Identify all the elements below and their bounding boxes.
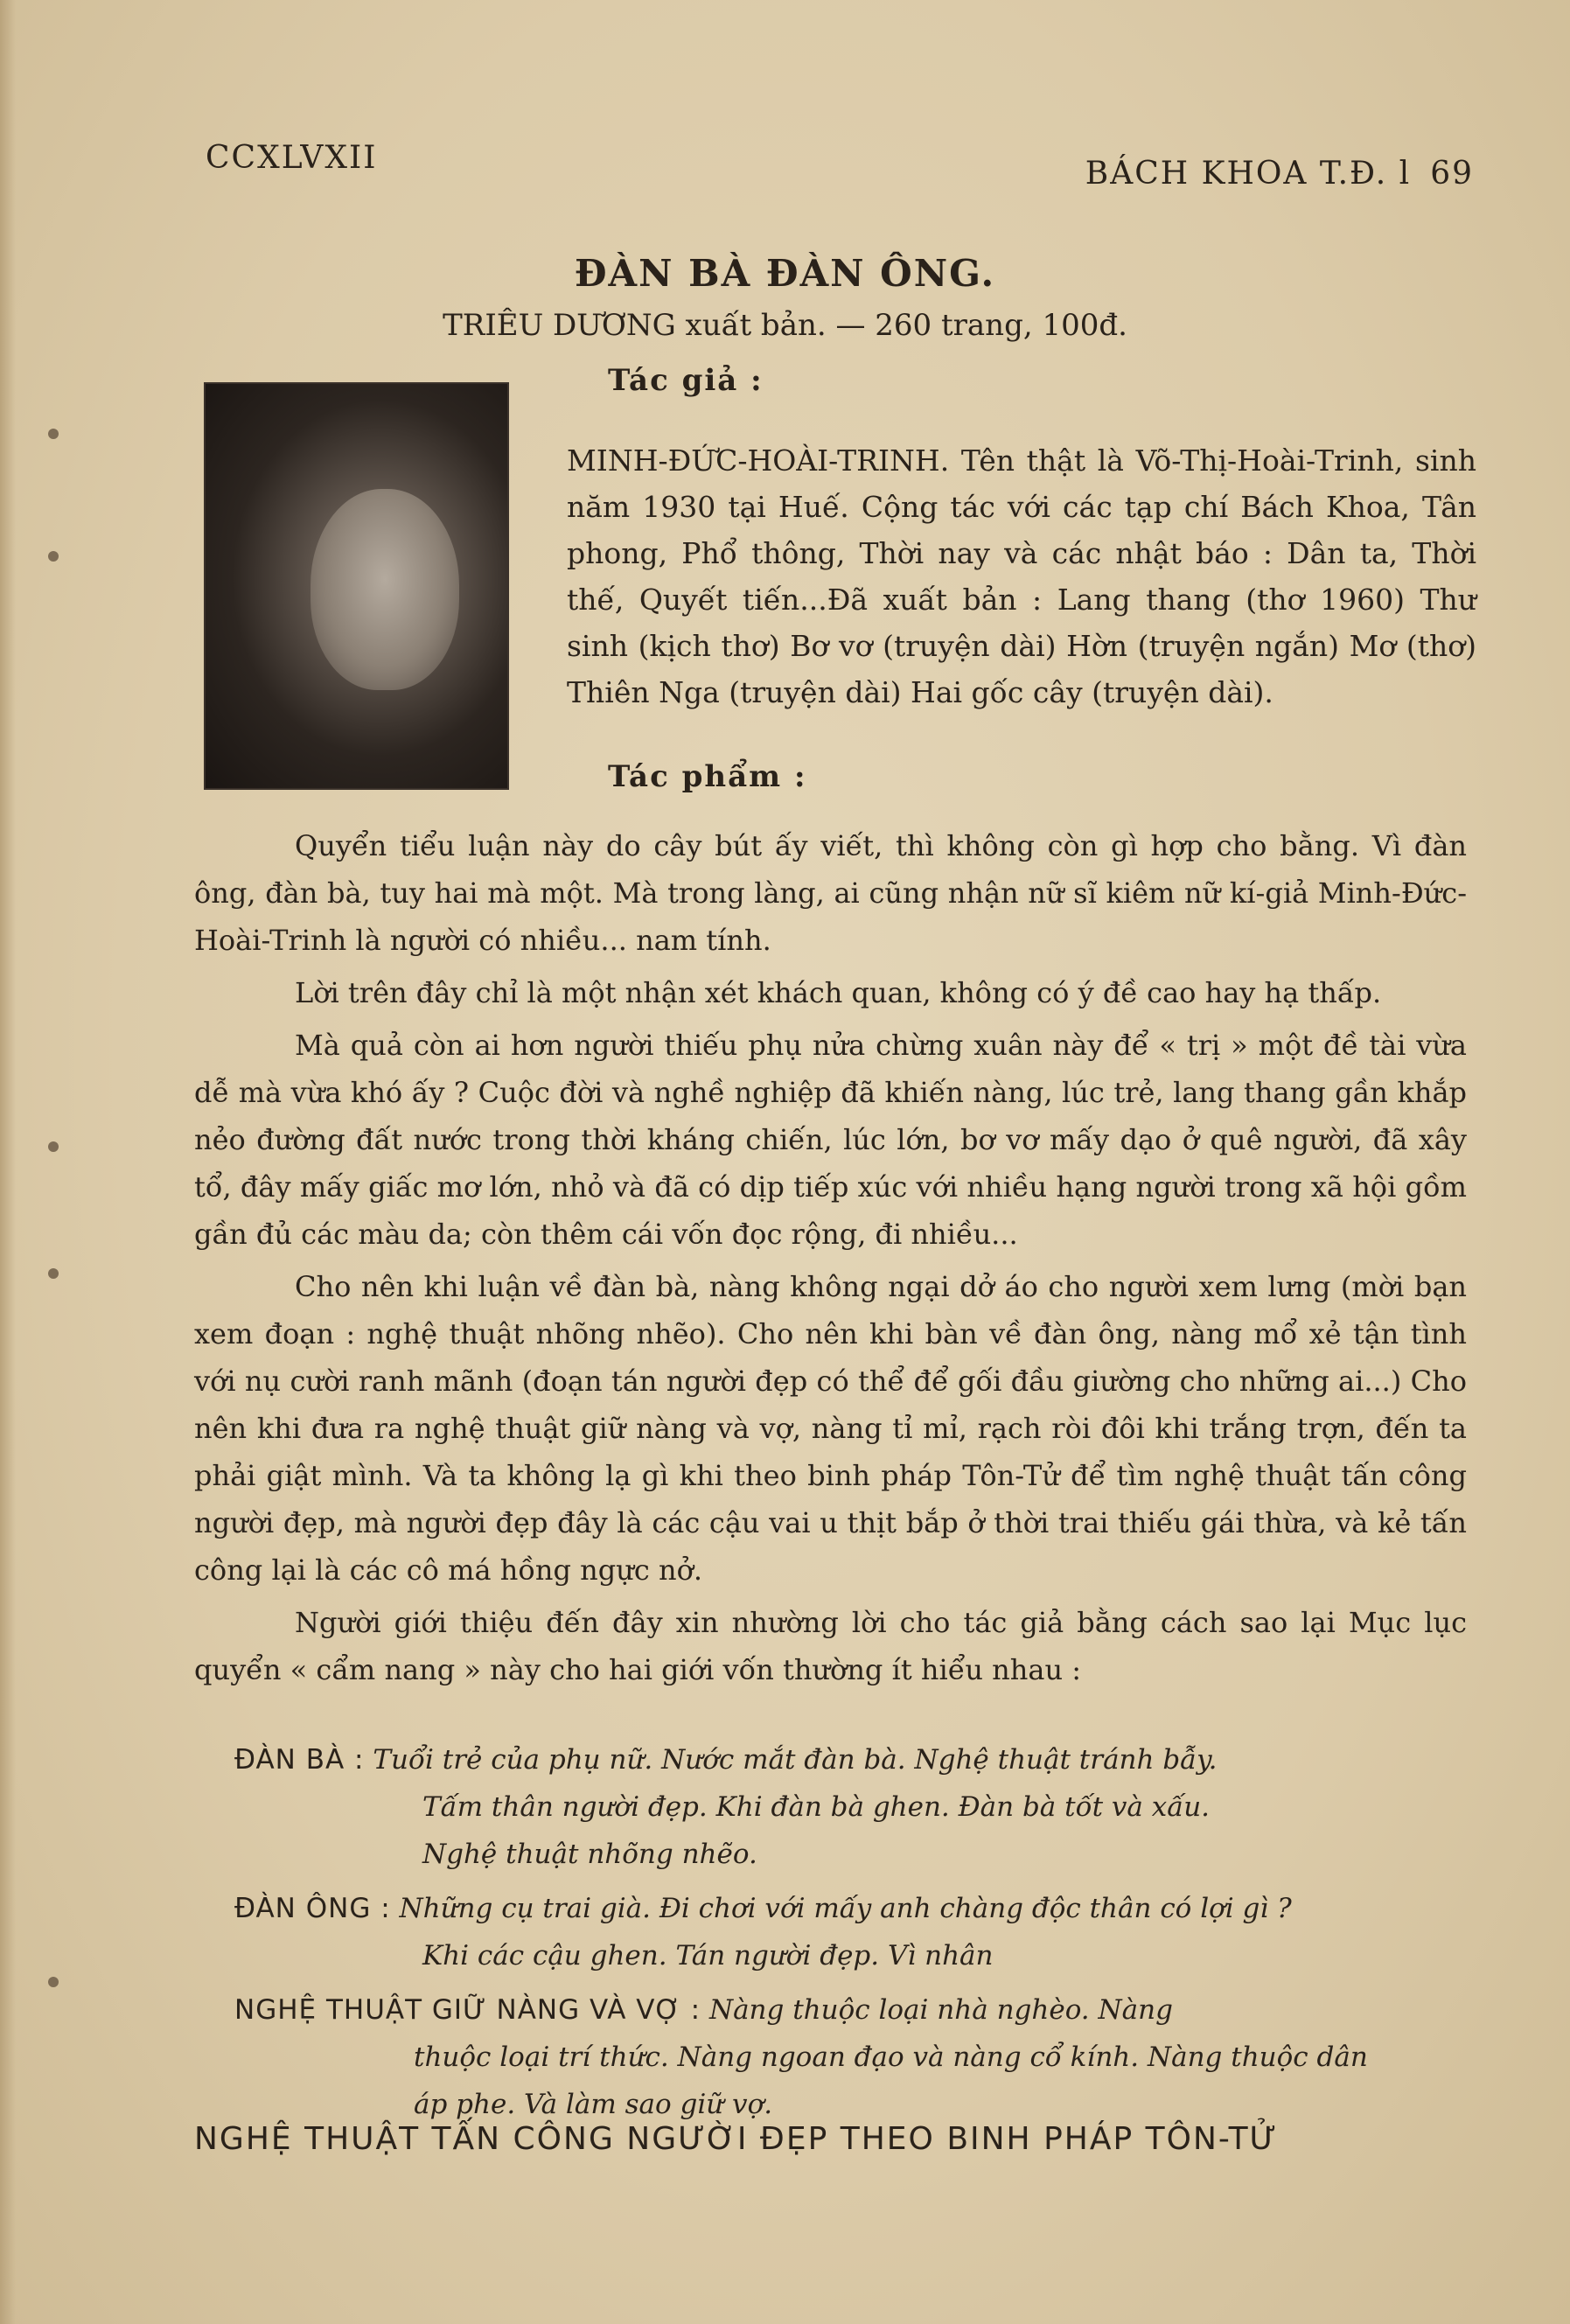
- toc-final-heading: NGHỆ THUẬT TẤN CÔNG NGƯỜI ĐẸP THEO BINH PHÁP TÔN-TỬ: [194, 2121, 1279, 2157]
- page-number: 69: [1430, 156, 1474, 192]
- toc-items: Tấm thân người đẹp. Khi đàn bà ghen. Đàn bà tốt và xấu.: [422, 1791, 1211, 1823]
- binding-hole: [48, 429, 59, 439]
- author-face: [311, 489, 459, 690]
- toc-entry-keeping: [234, 1986, 1476, 2128]
- binding-hole: [48, 551, 59, 562]
- toc-heading: NGHỆ THUẬT GIỮ NÀNG VÀ VỢ :: [234, 1994, 701, 2026]
- review-paragraph: Cho nên khi luận về đàn bà, nàng không ngại dở áo cho người xem lưng (mời bạn xem đoạn : nghệ thuật nhõng nhẽo). Cho nên khi bàn về đàn ông, nàng mổ xẻ tận tình với nụ cười ranh mãnh (đoạn tán người đẹp có thể để gối đầu giường cho những ai...) Cho nên khi đưa ra nghệ thuật giữ nàng và vợ, nàng tỉ mỉ, rạch ròi đôi khi trắng trợn, đến ta phải giật mình. Và ta không lạ gì khi theo binh pháp Tôn-Tử để tìm nghệ thuật tấn công người đẹp, mà người đẹp đây là các cậu vai u thịt bắp ở thời trai thiếu gái thừa, và kẻ tấn công lại là các cô má hồng ngực nở.: [194, 1270, 1467, 1587]
- author-bio-text: MINH-ĐỨC-HOÀI-TRINH. Tên thật là Võ-Thị-Hoài-Trinh, sinh năm 1930 tại Huế. Cộng tác với các tạp chí Bách Khoa, Tân phong, Phổ thông, Thời nay và các nhật báo : Dân ta, Thời thế, Quyết tiến...Đã xuất bản : Lang thang (thơ 1960) Thư sinh (kịch thơ) Bơ vơ (truyện dài) Hờn (truyện ngắn) Mơ (thơ) Thiên Nga (truyện dài) Hai gốc cây (truyện dài).: [567, 443, 1476, 709]
- page-edge-shadow: [0, 0, 16, 2324]
- work-label: Tác phẩm :: [608, 759, 807, 794]
- toc-items: Tuổi trẻ của phụ nữ. Nước mắt đàn bà. Nghệ thuật tránh bẫy.: [373, 1744, 1218, 1776]
- toc-items: thuộc loại trí thức. Nàng ngoan đạo và nàng cổ kính. Nàng thuộc dân: [414, 2041, 1368, 2073]
- author-label: Tác giả :: [608, 363, 764, 398]
- book-title: ĐÀN BÀ ĐÀN ÔNG.: [574, 252, 996, 295]
- table-of-contents: [234, 1736, 1476, 2135]
- review-paragraph: Quyển tiểu luận này do cây bút ấy viết, thì không còn gì hợp cho bằng. Vì đàn ông, đàn bà, tuy hai mà một. Mà trong làng, ai cũng nhận nữ sĩ kiêm nữ kí-giả Minh-Đức-Hoài-Trinh là người có nhiều... nam tính.: [194, 829, 1467, 957]
- review-paragraph: Mà quả còn ai hơn người thiếu phụ nửa chừng xuân này để « trị » một đề tài vừa dễ mà vừa khó ấy ? Cuộc đời và nghề nghiệp đã khiến nàng, lúc trẻ, lang thang gần khắp nẻo đường đất nước trong thời kháng chiến, lúc lớn, bơ vơ mấy dạo ở quê người, đã xây tổ, đây mấy giấc mơ lớn, nhỏ và đã có dịp tiếp xúc với nhiều hạng người trong xã hội gồm gần đủ các màu da; còn thêm cái vốn đọc rộng, đi nhiều...: [194, 1029, 1467, 1251]
- toc-heading: ĐÀN ÔNG :: [234, 1893, 391, 1924]
- running-header: [1085, 156, 1474, 192]
- toc-entry-women: [234, 1736, 1476, 1878]
- review-paragraph: Lời trên đây chỉ là một nhận xét khách quan, không có ý đề cao hay hạ thấp.: [295, 976, 1382, 1009]
- binding-hole: [48, 1268, 59, 1279]
- publisher-info: TRIÊU DƯƠNG xuất bản. — 260 trang, 100đ.: [443, 308, 1127, 343]
- toc-heading: ĐÀN BÀ :: [234, 1744, 365, 1776]
- toc-items: Nghệ thuật nhõng nhẽo.: [422, 1839, 757, 1870]
- toc-items: Những cụ trai già. Đi chơi với mấy anh chàng độc thân có lợi gì ?: [399, 1893, 1292, 1924]
- toc-items: Nàng thuộc loại nhà nghèo. Nàng: [708, 1994, 1173, 2026]
- toc-items: áp phe. Và làm sao giữ vợ.: [414, 2089, 773, 2120]
- publication-name: BÁCH KHOA T.Đ. l: [1085, 156, 1412, 192]
- author-bio: [567, 437, 1476, 715]
- review-paragraph: Người giới thiệu đến đây xin nhường lời cho tác giả bằng cách sao lại Mục lục quyển « cẩm nang » này cho hai giới vốn thường ít hiểu nhau :: [194, 1606, 1467, 1686]
- binding-hole: [48, 1977, 59, 1987]
- toc-items: Khi các cậu ghen. Tán người đẹp. Vì nhân: [422, 1940, 994, 1972]
- author-photo: [204, 382, 509, 790]
- section-numeral: CCXLVXII: [206, 140, 378, 176]
- binding-hole: [48, 1141, 59, 1152]
- review-body: [194, 822, 1467, 1699]
- toc-entry-men: [234, 1885, 1476, 1979]
